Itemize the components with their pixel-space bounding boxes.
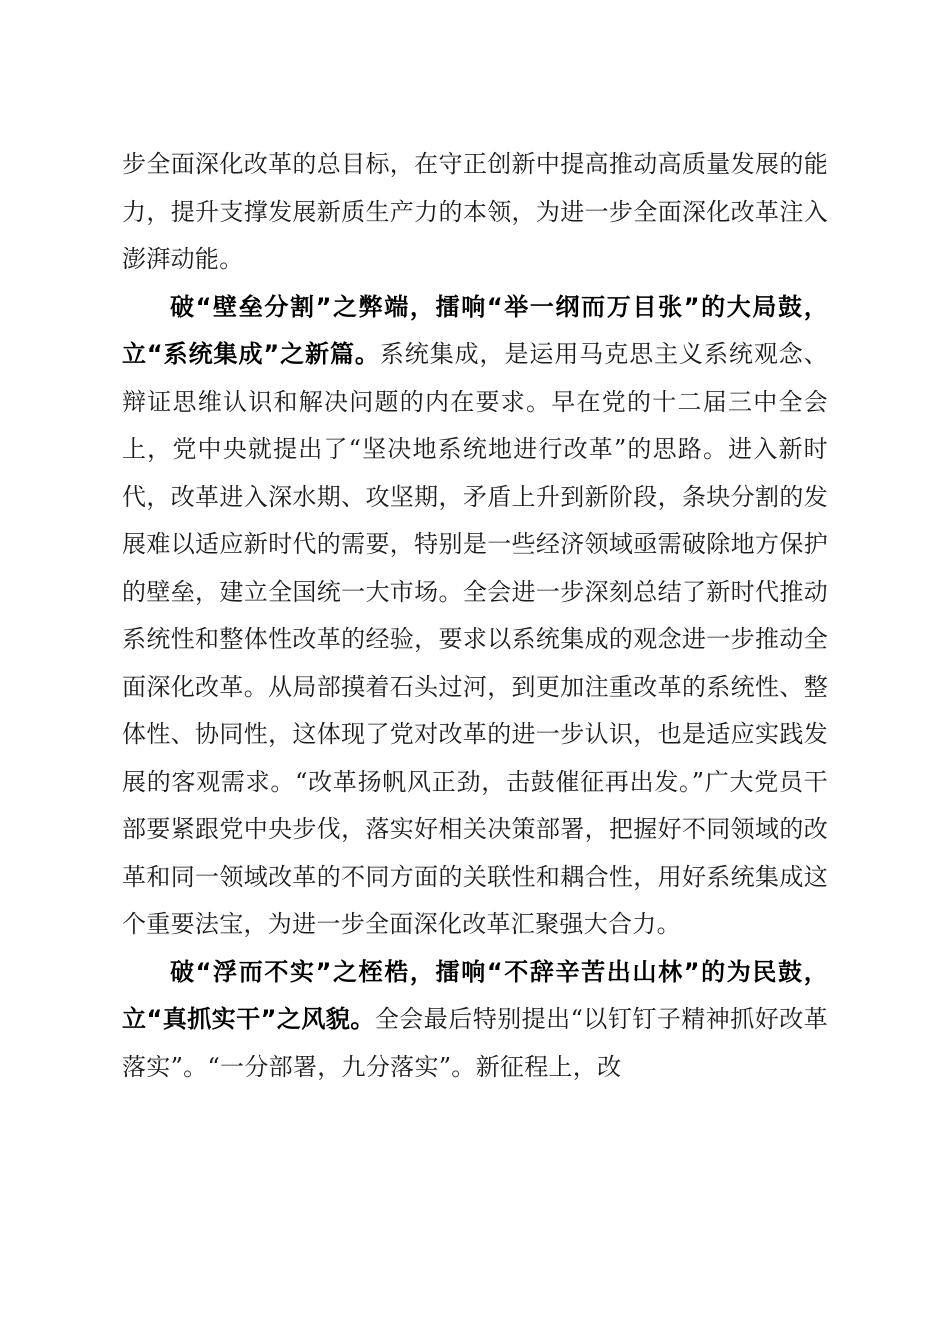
paragraph-lead-heading: 破“浮而不实”之桎梏，擂响“不辞辛苦出山林”的为民鼓，立“真抓实干”之风貌。 [122,957,828,1033]
paragraph-body-text: 全会最后特别提出“以钉钉子精神抓好改革落实”。“一分部署，九分落实”。新征程上，改 [122,1005,828,1081]
paragraph-body-text: 步全面深化改革的总目标，在守正创新中提高推动高质量发展的能力，提升支撑发展新质生产力的本领，为进一步全面深化改革注入澎湃动能。 [122,150,828,273]
document-body [122,141,828,1091]
paragraph-continuation [122,141,828,284]
paragraph-lead-heading: 破“壁垒分割”之弊端，擂响“举一纲而万目张”的大局鼓，立“系统集成”之新篇。 [122,292,828,368]
paragraph-body-text: 系统集成，是运用马克思主义系统观念、辩证思维认识和解决问题的内在要求。早在党的十二届三中全会上，党中央就提出了“坚决地系统地进行改革”的思路。进入新时代，改革进入深水期、攻坚期，矛盾上升到新阶段，条块分割的发展难以适应新时代的需要，特别是一些经济领域亟需破除地方保护的壁垒，建立全国统一大市场。全会进一步深刻总结了新时代推动系统性和整体性改革的经验，要求以系统集成的观念进一步推动全面深化改革。从局部摸着石头过河，到更加注重改革的系统性、整体性、协同性，这体现了党对改革的进一步认识，也是适应实践发展的客观需求。“改革扬帆风正劲，击鼓催征再出发。”广大党员干部要紧跟党中央步伐，落实好相关决策部署，把握好不同领域的改革和同一领域改革的不同方面的关联性和耦合性，用好系统集成这个重要法宝，为进一步全面深化改革汇聚强大合力。 [122,340,828,938]
paragraph-solid-work [122,949,828,1092]
paragraph-system-integration [122,284,828,949]
